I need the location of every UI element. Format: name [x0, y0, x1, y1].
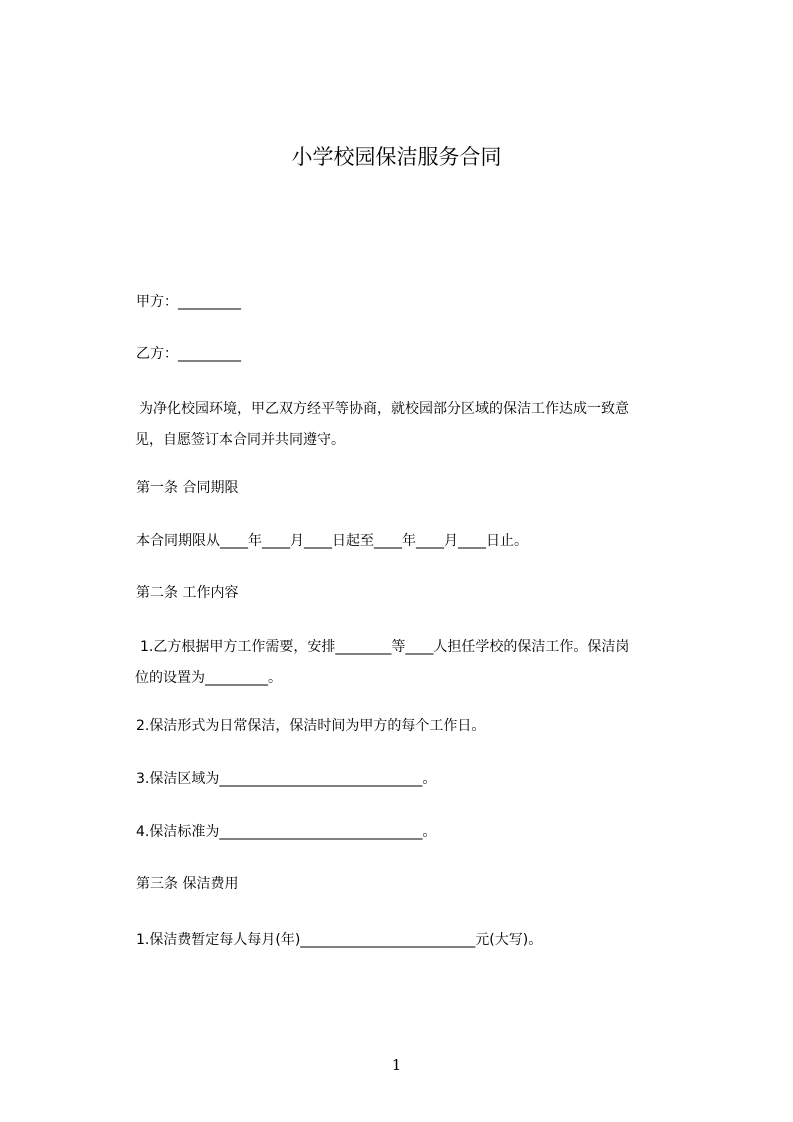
- article-3-heading: 第三条 保洁费用: [136, 876, 239, 892]
- page-number: 1: [391, 1056, 402, 1074]
- article-2-item-4: 4.保洁标准为_____________________________。: [136, 824, 437, 840]
- article-2-item-1-line-2: 位的设置为_________。: [135, 670, 282, 686]
- intro-paragraph: [136, 394, 668, 456]
- article-1-term-text: 本合同期限从____年____月____日起至____年____月____日止。: [136, 533, 528, 549]
- document-title: 小学校园保洁服务合同: [291, 145, 502, 169]
- article-2-item-1: [136, 632, 668, 694]
- article-1-heading: 第一条 合同期限: [136, 480, 239, 496]
- article-2-item-2: 2.保洁形式为日常保洁，保洁时间为甲方的每个工作日。: [136, 718, 486, 734]
- party-b-line: 乙方：_________: [136, 346, 241, 362]
- article-2-item-3: 3.保洁区域为_____________________________。: [136, 771, 437, 787]
- article-2-heading: 第二条 工作内容: [136, 585, 239, 601]
- party-a-line: 甲方：_________: [136, 294, 241, 310]
- article-3-item-1: 1.保洁费暂定每人每月(年)_________________________元(大写)。: [136, 932, 543, 948]
- intro-line-1: 为净化校园环境，甲乙双方经平等协商，就校园部分区域的保洁工作达成一致意: [139, 401, 629, 417]
- article-2-item-1-line-1: 1.乙方根据甲方工作需要，安排________等____人担任学校的保洁工作。保洁岗: [140, 639, 630, 655]
- intro-line-2: 见，自愿签订本合同并共同遵守。: [135, 432, 345, 448]
